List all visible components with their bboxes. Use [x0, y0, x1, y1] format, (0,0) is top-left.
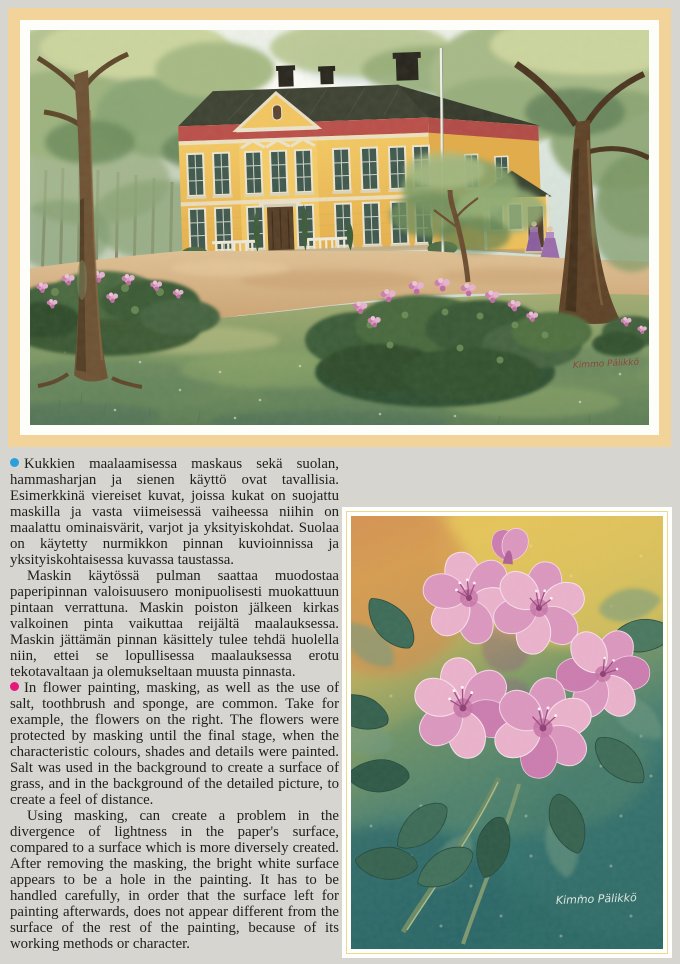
paragraph-finnish-2	[10, 568, 339, 680]
flower-signature: Kimmo Pälikkö	[555, 891, 637, 907]
manor-painting	[30, 30, 649, 425]
magenta-bullet-icon	[10, 682, 19, 691]
manor-painting-matte	[20, 20, 659, 435]
blue-bullet-icon	[10, 458, 19, 467]
flower-painting	[351, 516, 663, 949]
paragraph-text: Using masking, can create a problem in the divergence of lightness in the paper's surface, compared to a surface which is more diversely created. After removing the masking, the bright white surface appears to be a hole in the painting. It has to be handled carefully, in order that the surface left for painting afterwards, does not appear different from the surface of the rest of the painting, because of its working methods or character.	[10, 808, 339, 952]
paragraph-text: Kukkien maalaamisessa maskaus sekä suolan, hammasharjan ja sienen käyttö ovat tavallisia. Esimerkkinä viereiset kuvat, joissa kukat on suojattu maskilla ja vasta viimeisessä vaiheessa niihin on maalattu ominaisvärit, varjot ja yksityiskohdat. Suolaa on käytetty nurmikkon pinnan kuvioinnissa ja yksityiskohtaisessa kuvassa taustassa.	[10, 456, 339, 568]
paragraph-text: Maskin käytössä pulman saattaa muodostaa paperipinnan valoisuusero monipuolisesti muokattuun pintaan verrattuna. Maskin poiston jälkeen kirkas valkoinen pinta vaikuttaa reijältä maalauksessa. Maskin jättämän pinnan käsittely tulee tehdä huolella niin, ettei se lopullisessa maalauksessa erotu tekotavaltaan ja olemukseltaan muusta pinnasta.	[10, 568, 339, 680]
manor-painting-frame	[8, 8, 671, 447]
article-text	[10, 456, 339, 952]
flower-frame-pinstripe	[346, 511, 668, 954]
manor-signature: Kimmo Pälikkö	[572, 357, 640, 371]
paragraph-text: In flower painting, masking, as well as the use of salt, toothbrush and sponge, are common. Take for example, the flowers on the right. The flowers were protected by masking until the final stage, when the characteristic colours, shades and details were painted. Salt was used in the background to create a surface of grass, and in the background of the detailed picture, to create a feel of distance.	[10, 680, 339, 808]
paragraph-english-2	[10, 808, 339, 952]
paper-texture	[351, 516, 663, 949]
paragraph-english-1	[10, 680, 339, 808]
flower-painting-frame	[342, 507, 672, 958]
paragraph-finnish-1	[10, 456, 339, 568]
paper-texture	[30, 30, 649, 425]
